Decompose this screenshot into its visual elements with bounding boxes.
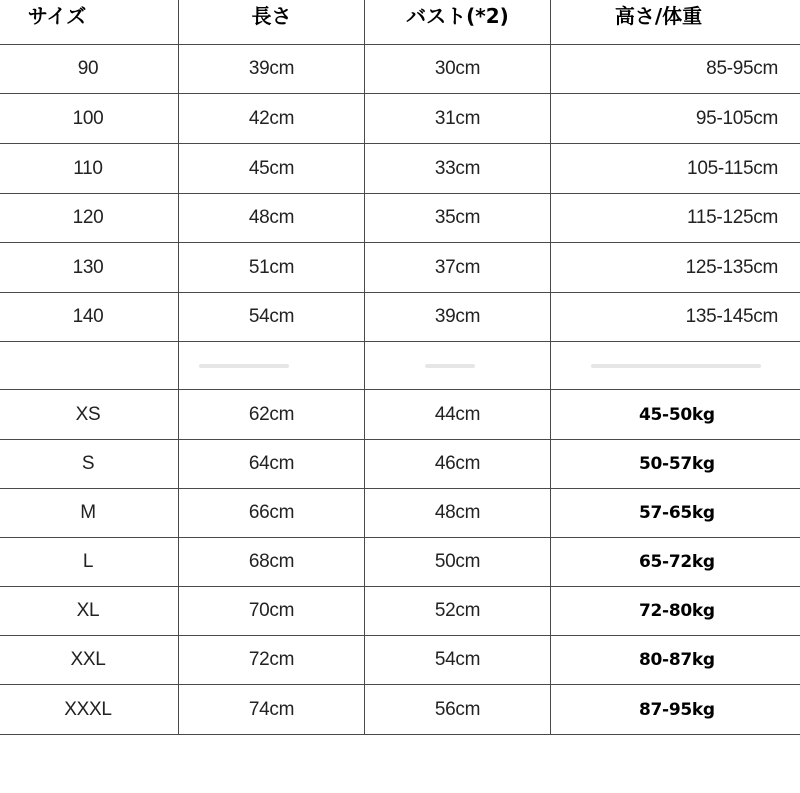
spacer-cell <box>178 342 364 389</box>
cell-length: 54cm <box>178 293 364 341</box>
cell-bust: 48cm <box>364 489 550 537</box>
table-header-row <box>0 0 800 45</box>
header-height-weight: 高さ/体重 <box>550 0 800 44</box>
table-row <box>0 685 800 735</box>
cell-length: 48cm <box>178 194 364 242</box>
table-row <box>0 440 800 489</box>
cell-bust: 30cm <box>364 45 550 93</box>
cell-bust: 52cm <box>364 587 550 635</box>
cell-bust: 39cm <box>364 293 550 341</box>
cell-height-weight: 125-135cm <box>550 243 800 292</box>
faint-mark <box>591 364 761 368</box>
cell-length: 42cm <box>178 94 364 143</box>
cell-bust: 46cm <box>364 440 550 488</box>
cell-size: XXXL <box>64 698 112 720</box>
cell-size: 120 <box>72 207 104 228</box>
cell-height-weight: 95-105cm <box>550 94 800 143</box>
cell-height-weight: 105-115cm <box>550 144 800 193</box>
cell-bust: 50cm <box>364 538 550 586</box>
cell-height-weight: 65-72kg <box>550 538 800 586</box>
cell-bust: 33cm <box>364 144 550 193</box>
cell-size: XXL <box>70 649 106 670</box>
cell-size: XS <box>75 403 101 425</box>
faint-mark <box>199 364 289 368</box>
cell-height-weight: 45-50kg <box>550 390 800 439</box>
spacer-cell <box>364 342 550 389</box>
cell-size: 140 <box>72 306 104 327</box>
table-row <box>0 636 800 685</box>
cell-bust: 54cm <box>364 636 550 684</box>
cell-size: 110 <box>73 157 103 179</box>
table-row <box>0 144 800 194</box>
cell-length: 70cm <box>178 587 364 635</box>
cell-size: S <box>81 453 95 474</box>
cell-bust: 31cm <box>364 94 550 143</box>
table-row <box>0 94 800 144</box>
cell-size: M <box>80 502 96 523</box>
cell-length: 39cm <box>178 45 364 93</box>
table-row <box>0 293 800 342</box>
cell-length: 72cm <box>178 636 364 684</box>
table-row <box>0 194 800 243</box>
cell-size: XL <box>76 600 100 621</box>
cell-length: 64cm <box>178 440 364 488</box>
table-row <box>0 243 800 293</box>
cell-height-weight: 115-125cm <box>550 194 800 242</box>
table-row <box>0 489 800 538</box>
cell-length: 66cm <box>178 489 364 537</box>
cell-length: 45cm <box>178 144 364 193</box>
cell-length: 51cm <box>178 243 364 292</box>
cell-size: 100 <box>72 107 104 129</box>
table-row <box>0 538 800 587</box>
table-row <box>0 390 800 440</box>
cell-height-weight: 57-65kg <box>550 489 800 537</box>
cell-height-weight: 72-80kg <box>550 587 800 635</box>
table-spacer-row <box>0 342 800 390</box>
cell-size: 130 <box>72 256 104 278</box>
header-length: 長さ <box>178 0 364 44</box>
faint-mark <box>425 364 475 368</box>
cell-size: L <box>82 551 94 572</box>
header-bust: バスト(*2) <box>364 0 550 44</box>
cell-length: 68cm <box>178 538 364 586</box>
cell-height-weight: 80-87kg <box>550 636 800 684</box>
spacer-cell <box>550 342 800 389</box>
cell-height-weight: 50-57kg <box>550 440 800 488</box>
cell-height-weight: 135-145cm <box>550 293 800 341</box>
cell-bust: 35cm <box>364 194 550 242</box>
cell-length: 74cm <box>178 685 364 734</box>
cell-height-weight: 85-95cm <box>550 45 800 93</box>
table-row <box>0 587 800 636</box>
cell-bust: 56cm <box>364 685 550 734</box>
cell-size: 90 <box>77 58 99 79</box>
cell-length: 62cm <box>178 390 364 439</box>
cell-height-weight: 87-95kg <box>550 685 800 734</box>
table-row <box>0 45 800 94</box>
spacer-cell <box>0 342 178 389</box>
cell-bust: 37cm <box>364 243 550 292</box>
cell-bust: 44cm <box>364 390 550 439</box>
header-size: サイズ <box>27 3 87 28</box>
